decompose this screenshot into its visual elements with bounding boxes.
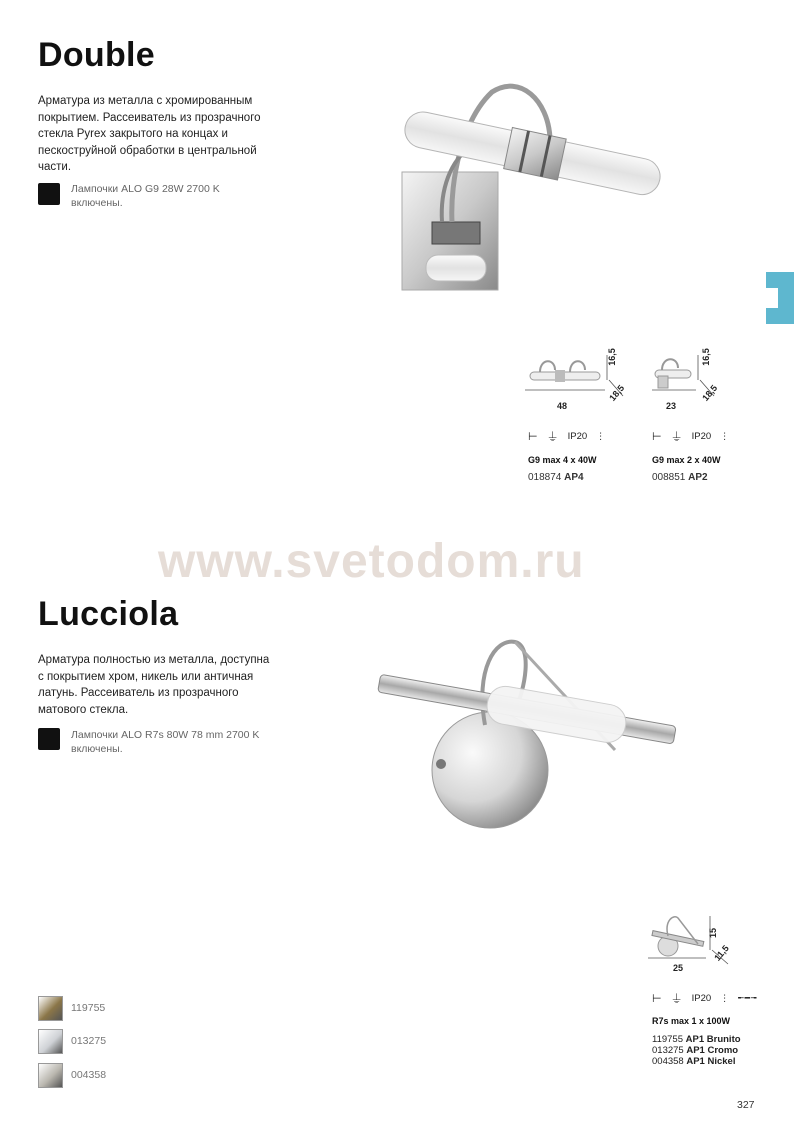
mount-icon: ⋮ xyxy=(720,993,730,1003)
product-image-double xyxy=(380,80,670,300)
article-code-b: 008851 xyxy=(652,472,686,483)
article-row xyxy=(652,1045,741,1056)
finish-code-brass: 119755 xyxy=(71,1002,106,1014)
finish-swatch-chrome xyxy=(38,1029,63,1054)
dim-width-b: 23 xyxy=(666,401,677,411)
variant-thumbnail-lucciola xyxy=(648,910,743,965)
ground-icon: ⏚ xyxy=(670,430,683,444)
spec-icons-lucciola xyxy=(652,990,757,1007)
article-code: 119755 xyxy=(652,1034,683,1045)
class-i-icon: ⊢ xyxy=(652,431,662,443)
article-b xyxy=(652,472,708,483)
article-model-a: AP4 xyxy=(564,472,584,483)
mount-icon: ⋮ xyxy=(596,431,606,441)
article-row xyxy=(652,1034,741,1045)
article-model: AP1 Brunito xyxy=(685,1034,741,1045)
dim-depth-lucciola: 11,5 xyxy=(712,943,731,963)
spec-icons-b xyxy=(652,428,729,445)
article-code-a: 018874 xyxy=(528,472,562,483)
bulb-icon xyxy=(38,728,60,750)
ip-rating-b: IP20 xyxy=(691,431,712,442)
article-model: AP1 Cromo xyxy=(686,1045,739,1056)
finish-swatch-brass xyxy=(38,996,63,1021)
bulb-spec-b: G9 max 2 x 40W xyxy=(652,455,721,465)
bulb-spec-a: G9 max 4 x 40W xyxy=(528,455,597,465)
class-i-icon: ⊢ xyxy=(528,431,538,443)
mount-icon: ⋮ xyxy=(720,431,730,441)
section-tab-marker xyxy=(766,272,794,324)
bulb-note-lucciola: Лампочки ALO R7s 80W 78 mm 2700 K включены. xyxy=(71,729,260,755)
product-title-double: Double xyxy=(38,36,156,74)
product-title-lucciola: Lucciola xyxy=(38,595,179,633)
finish-code-nickel: 004358 xyxy=(71,1069,107,1081)
article-model: AP1 Nickel xyxy=(686,1056,736,1067)
article-row xyxy=(652,1056,741,1067)
watermark: www.svetodom.ru xyxy=(158,535,585,588)
bulb-icon xyxy=(38,183,60,205)
article-a xyxy=(528,472,584,483)
dim-depth-a: 18,5 xyxy=(607,383,627,403)
dim-height-a: 16,5 xyxy=(606,348,617,366)
article-list-lucciola xyxy=(652,1034,741,1067)
class-i-icon: ⊢ xyxy=(652,993,662,1005)
dim-depth-b: 18,5 xyxy=(700,383,720,403)
dim-height-lucciola: 15 xyxy=(708,927,719,939)
bulb-spec-lucciola: R7s max 1 x 100W xyxy=(652,1016,731,1026)
page-number: 327 xyxy=(737,1099,755,1111)
finish-swatch-nickel xyxy=(38,1063,63,1088)
product-description-double: Арматура из металла с хромированным покрытием. Рассеиватель из прозрачного стекла Pyrex закрытого на концах и пескоструйной обработки в центральной части. xyxy=(38,95,261,173)
article-code: 013275 xyxy=(652,1045,684,1056)
dim-width-a: 48 xyxy=(557,401,568,411)
ip-rating-a: IP20 xyxy=(567,431,588,442)
ip-rating-lucciola: IP20 xyxy=(691,993,712,1004)
ground-icon: ⏚ xyxy=(670,992,683,1006)
product-description-lucciola: Арматура полностью из металла, доступна с покрытием хром, никель или античная латунь. Рассеиватель из прозрачного матового стекла. xyxy=(38,654,270,716)
article-code: 004358 xyxy=(652,1056,684,1067)
bulb-note-double: Лампочки ALO G9 28W 2700 K включены. xyxy=(71,183,220,209)
article-model-b: AP2 xyxy=(688,472,708,483)
product-image-lucciola xyxy=(365,630,685,830)
dim-width-lucciola: 25 xyxy=(673,963,684,973)
finish-code-chrome: 013275 xyxy=(71,1035,107,1047)
dim-height-b: 16,5 xyxy=(700,348,711,366)
spec-icons-a xyxy=(528,428,605,445)
ground-icon: ⏚ xyxy=(546,430,559,444)
bulb-type-icon: ╾━╼ xyxy=(738,993,758,1003)
